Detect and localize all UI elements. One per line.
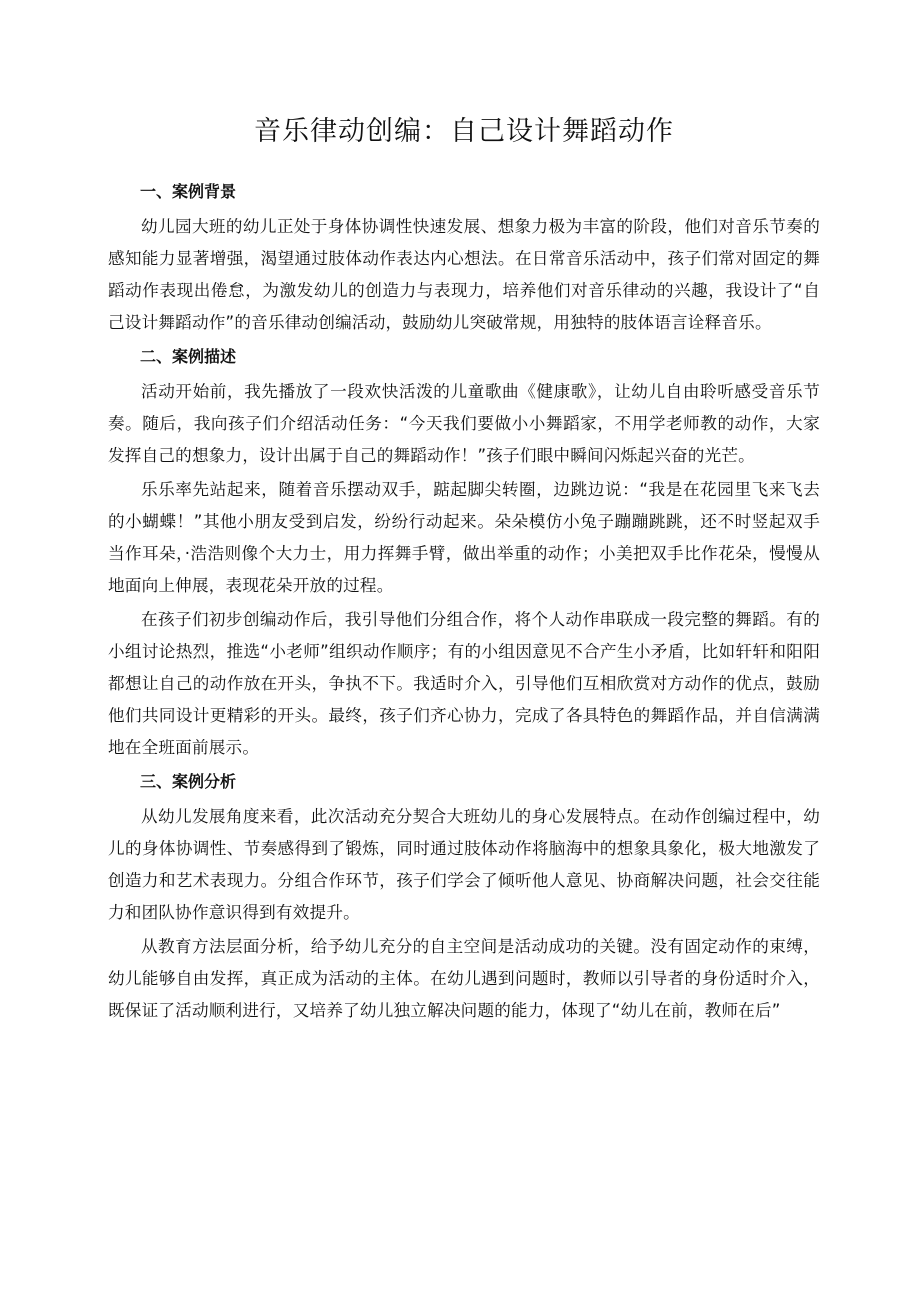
section-heading: 一、案例背景 <box>140 182 237 201</box>
document-title: 音乐律动创编：自己设计舞蹈动作 <box>254 116 674 147</box>
section-analysis <box>108 766 820 1027</box>
section-heading: 三、案例分析 <box>140 772 237 791</box>
section-description <box>108 341 820 764</box>
paragraph: 活动开始前，我先播放了一段欢快活泼的儿童歌曲《健康歌》，让幼儿自由聆听感受音乐节奏。随后，我向孩子们介绍活动任务：“今天我们要做小小舞蹈家，不用学老师教的动作，大家发挥自己的想象力，设计出属于自己的舞蹈动作！”孩子们眼中瞬间闪烁起兴奋的光芒。 <box>108 382 820 465</box>
paragraph: 从幼儿发展角度来看，此次活动充分契合大班幼儿的身心发展特点。在动作创编过程中，幼儿的身体协调性、节奏感得到了锻炼，同时通过肢体动作将脑海中的想象具象化，极大地激发了创造力和艺术表现力。分组合作环节，孩子们学会了倾听他人意见、协商解决问题，社会交往能力和团队协作意识得到有效提升。 <box>108 807 820 922</box>
section-background <box>108 176 820 339</box>
document-body <box>108 176 820 1029</box>
paragraph: 在孩子们初步创编动作后，我引导他们分组合作，将个人动作串联成一段完整的舞蹈。有的小组讨论热烈，推选“小老师”组织动作顺序；有的小组因意见不合产生小矛盾，比如轩轩和阳阳都想让自己的动作放在开头，争执不下。我适时介入，引导他们互相欣赏对方动作的优点，鼓励他们共同设计更精彩的开头。最终，孩子们齐心协力，完成了各具特色的舞蹈作品，并自信满满地在全班面前展示。 <box>108 610 820 757</box>
paragraph: 幼儿园大班的幼儿正处于身体协调性快速发展、想象力极为丰富的阶段，他们对音乐节奏的感知能力显著增强，渴望通过肢体动作表达内心想法。在日常音乐活动中，孩子们常对固定的舞蹈动作表现出倦怠，为激发幼儿的创造力与表现力，培养他们对音乐律动的兴趣，我设计了“自己设计舞蹈动作”的音乐律动创编活动，鼓励幼儿突破常规，用独特的肢体语言诠释音乐。 <box>108 217 820 332</box>
paragraph: 从教育方法层面分析，给予幼儿充分的自主空间是活动成功的关键。没有固定动作的束缚，幼儿能够自由发挥，真正成为活动的主体。在幼儿遇到问题时，教师以引导者的身份适时介入，既保证了活动顺利进行，又培养了幼儿独立解决问题的能力，体现了“幼儿在前，教师在后” <box>108 937 820 1020</box>
section-heading: 二、案例描述 <box>140 347 237 366</box>
paragraph: 乐乐率先站起来，随着音乐摆动双手，踮起脚尖转圈，边跳边说：“我是在花园里飞来飞去的小蝴蝶！”其他小朋友受到启发，纷纷行动起来。朵朵模仿小兔子蹦蹦跳跳，还不时竖起双手当作耳朵，·浩浩则像个大力士，用力挥舞手臂，做出举重的动作；小美把双手比作花朵，慢慢从地面向上伸展，表现花朵开放的过程。 <box>108 480 820 595</box>
